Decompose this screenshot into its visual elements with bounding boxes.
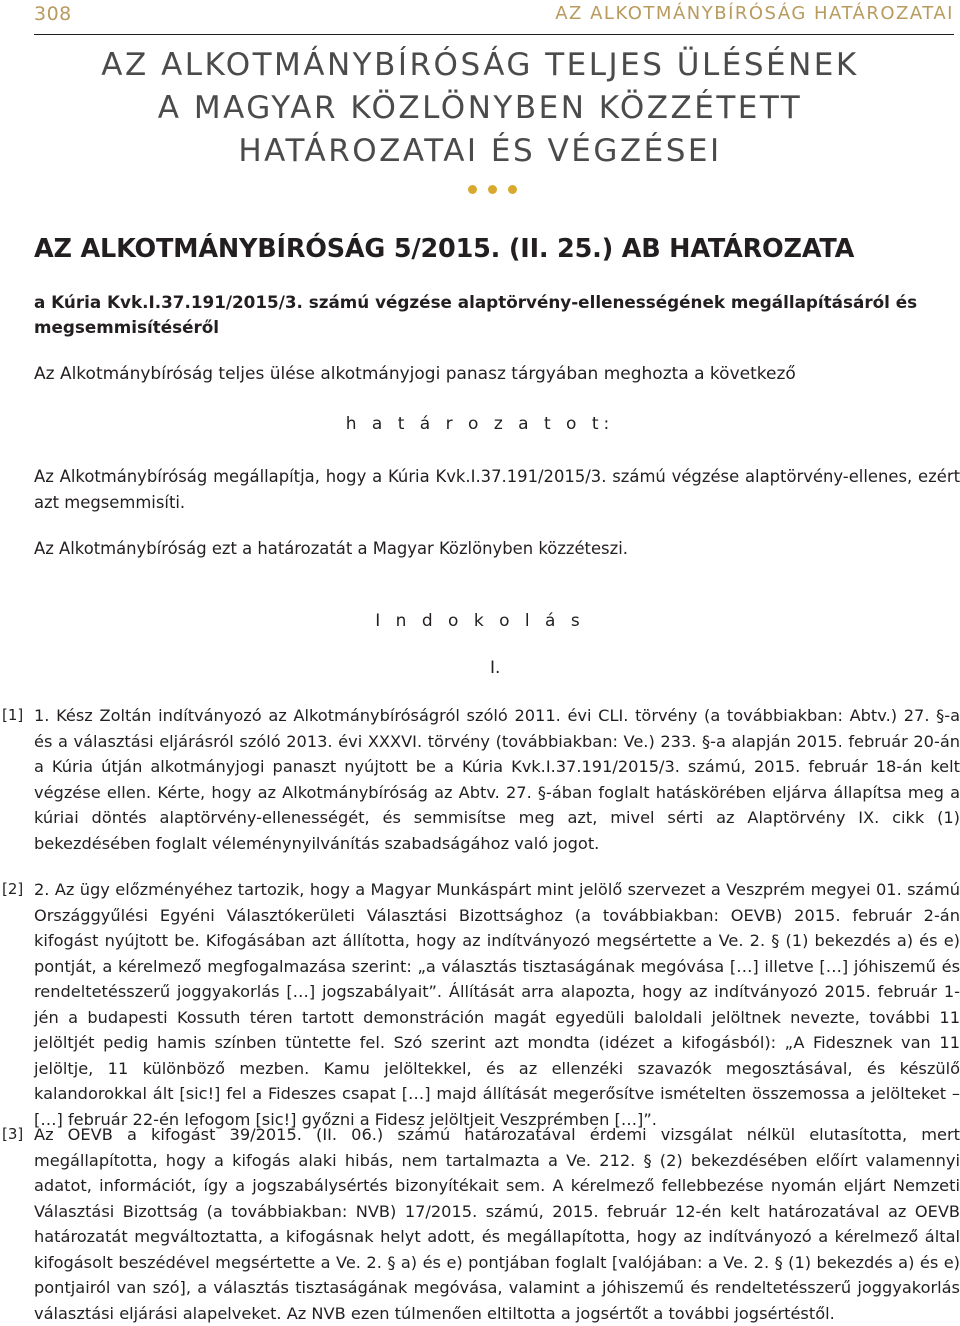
paragraph-text: Az OEVB a kifogást 39/2015. (II. 06.) számú határozatával érdemi vizsgálat nélkül elutasította, mert megállapította, hogy a kifogás alaki hibás, nem tartalmazta a Ve. 212. § (2) bekezdésében előírt valamennyi adatot, információt, így a jogszabálysértés bizonyítékait sem. A kérelmező fellebbezése nyomán eljárt Nemzeti Választási Bizottság (a továbbiakban: NVB) 17/2015. számú, 2015. február 12-én kelt határozatával az OEVB határozatát megváltoztatta, a kifogásnak helyt adott, és megállapította, hogy az indítványozó a kérelmező által kifogásolt beszédével megsértette a Ve. 2. § a) és e) pontjában foglalt [valójában: a Ve. 2. § (1) bekezdés a) és e) pontjairól van szó], a választás tisztaságának megóvása, valamint a jóhiszemű és rendeltetésszerű joggyakorlás választási eljárási alapelveket. Az NVB ezen túlmenően eltiltotta a jogsértőt a további jogsértéstől. bbox=[34, 1125, 960, 1323]
indokolas-label: I n d o k o l á s bbox=[375, 611, 585, 631]
running-head: AZ ALKOTMÁNYBÍRÓSÁG HATÁROZATAI bbox=[555, 3, 954, 24]
paragraph-text: 2. Az ügy előzményéhez tartozik, hogy a Magyar Munkáspárt mint jelölő szervezet a Veszprém megyei 01. számú Országgyűlési Egyéni Választókerületi Választási Bizottsághoz (a továbbiakban: OEVB) 2015. február 2-án kifogást nyújtott be. Kifogásában azt állította, hogy az indítványozó megsértette a Ve. 2. § (1) bekezdés a) és e) pontját, a kérelmező megfogalmazása szerint: „a választás tisztaságának megóvása […] illetve […] jóhiszemű és rendeltetésszerű joggyakorlás […] jogszabályait”. Állítását arra alapozta, hogy az indítványozó 2015. február 1-jén a budapesti Kossuth téren tartott demonstráción magát egyedüli baloldali jelöltnek nevezte, további 11 jelöltjét pedig hamis színben tüntette fel. Szó szerint azt mondta (idézet a kifogásból): „A Fidesznek van 11 jelöltje, 11 különböző mezben. Kamu jelöltekkel, és az ellenzéki szavazók megosztásával, és készülő kalandorokkal ált [sic!] fel a Fideszes csapat […] majd állítását megerősítve ismételten összemossa a jelölteket – […] február 22-én lefogom [sic!] győzni a Fidesz jelöltjeit Veszprémben […]”. bbox=[34, 880, 960, 1129]
main-title-line-3: HATÁROZATAI ÉS VÉGZÉSEI bbox=[238, 133, 722, 169]
main-title-line-2: A MAGYAR KÖZLÖNYBEN KÖZZÉTETT bbox=[157, 90, 803, 126]
paragraph-text: 1. Kész Zoltán indítványozó az Alkotmánybíróságról szóló 2011. évi CLI. törvény (a továbbiakban: Abtv.) 27. §-a és a választási eljárásról szóló 2013. évi XXXVI. törvény (továbbiakban: Ve.) 233. §-a alapján 2015. február 20-án a Kúria útján alkotmányjogi panaszt nyújtott be a Kúria Kvk.I.37.191/2015/3. számú, 2015. február 18-án kelt végzése ellen. Kérte, hogy az Alkotmánybíróság az Abtv. 27. §-ában foglalt hatáskörében eljárva állapítsa meg a kúriai döntés alaptörvény-ellenességét, és semmisítse meg azt, mivel sérti az Alaptörvény IX. cikk (1) bekezdésében foglalt véleménynyilvánítás szabadságához való jogot. bbox=[34, 706, 960, 853]
ornament-dots bbox=[468, 185, 517, 194]
main-title bbox=[0, 44, 960, 173]
section-roman-numeral: I. bbox=[490, 658, 501, 678]
header-rule bbox=[34, 34, 954, 35]
hatarozat-label: h a t á r o z a t o t: bbox=[345, 414, 615, 434]
decision-subject: a Kúria Kvk.I.37.191/2015/3. számú végzése alaptörvény-ellenességének megállapításáról és megsemmisítéséről bbox=[34, 292, 918, 337]
ornament-dot bbox=[488, 185, 497, 194]
holding-text: Az Alkotmánybíróság megállapítja, hogy a Kúria Kvk.I.37.191/2015/3. számú végzése alaptörvény-ellenes, ezért azt megsemmisíti. bbox=[34, 467, 960, 512]
decision-heading: AZ ALKOTMÁNYBÍRÓSÁG 5/2015. (II. 25.) AB HATÁROZATA bbox=[34, 234, 855, 264]
paragraph-number: [2] bbox=[2, 880, 24, 898]
publication-text: Az Alkotmánybíróság ezt a határozatát a Magyar Közlönyben közzéteszi. bbox=[34, 539, 628, 558]
intro-sentence: Az Alkotmánybíróság teljes ülése alkotmányjogi panasz tárgyában meghozta a következő bbox=[34, 364, 796, 384]
ornament-dot bbox=[468, 185, 477, 194]
main-title-line-1: AZ ALKOTMÁNYBÍRÓSÁG TELJES ÜLÉSÉNEK bbox=[101, 47, 859, 83]
ornament-dot bbox=[508, 185, 517, 194]
page-number: 308 bbox=[34, 3, 72, 25]
paragraph-number: [3] bbox=[2, 1125, 24, 1143]
paragraph-number: [1] bbox=[2, 706, 24, 724]
